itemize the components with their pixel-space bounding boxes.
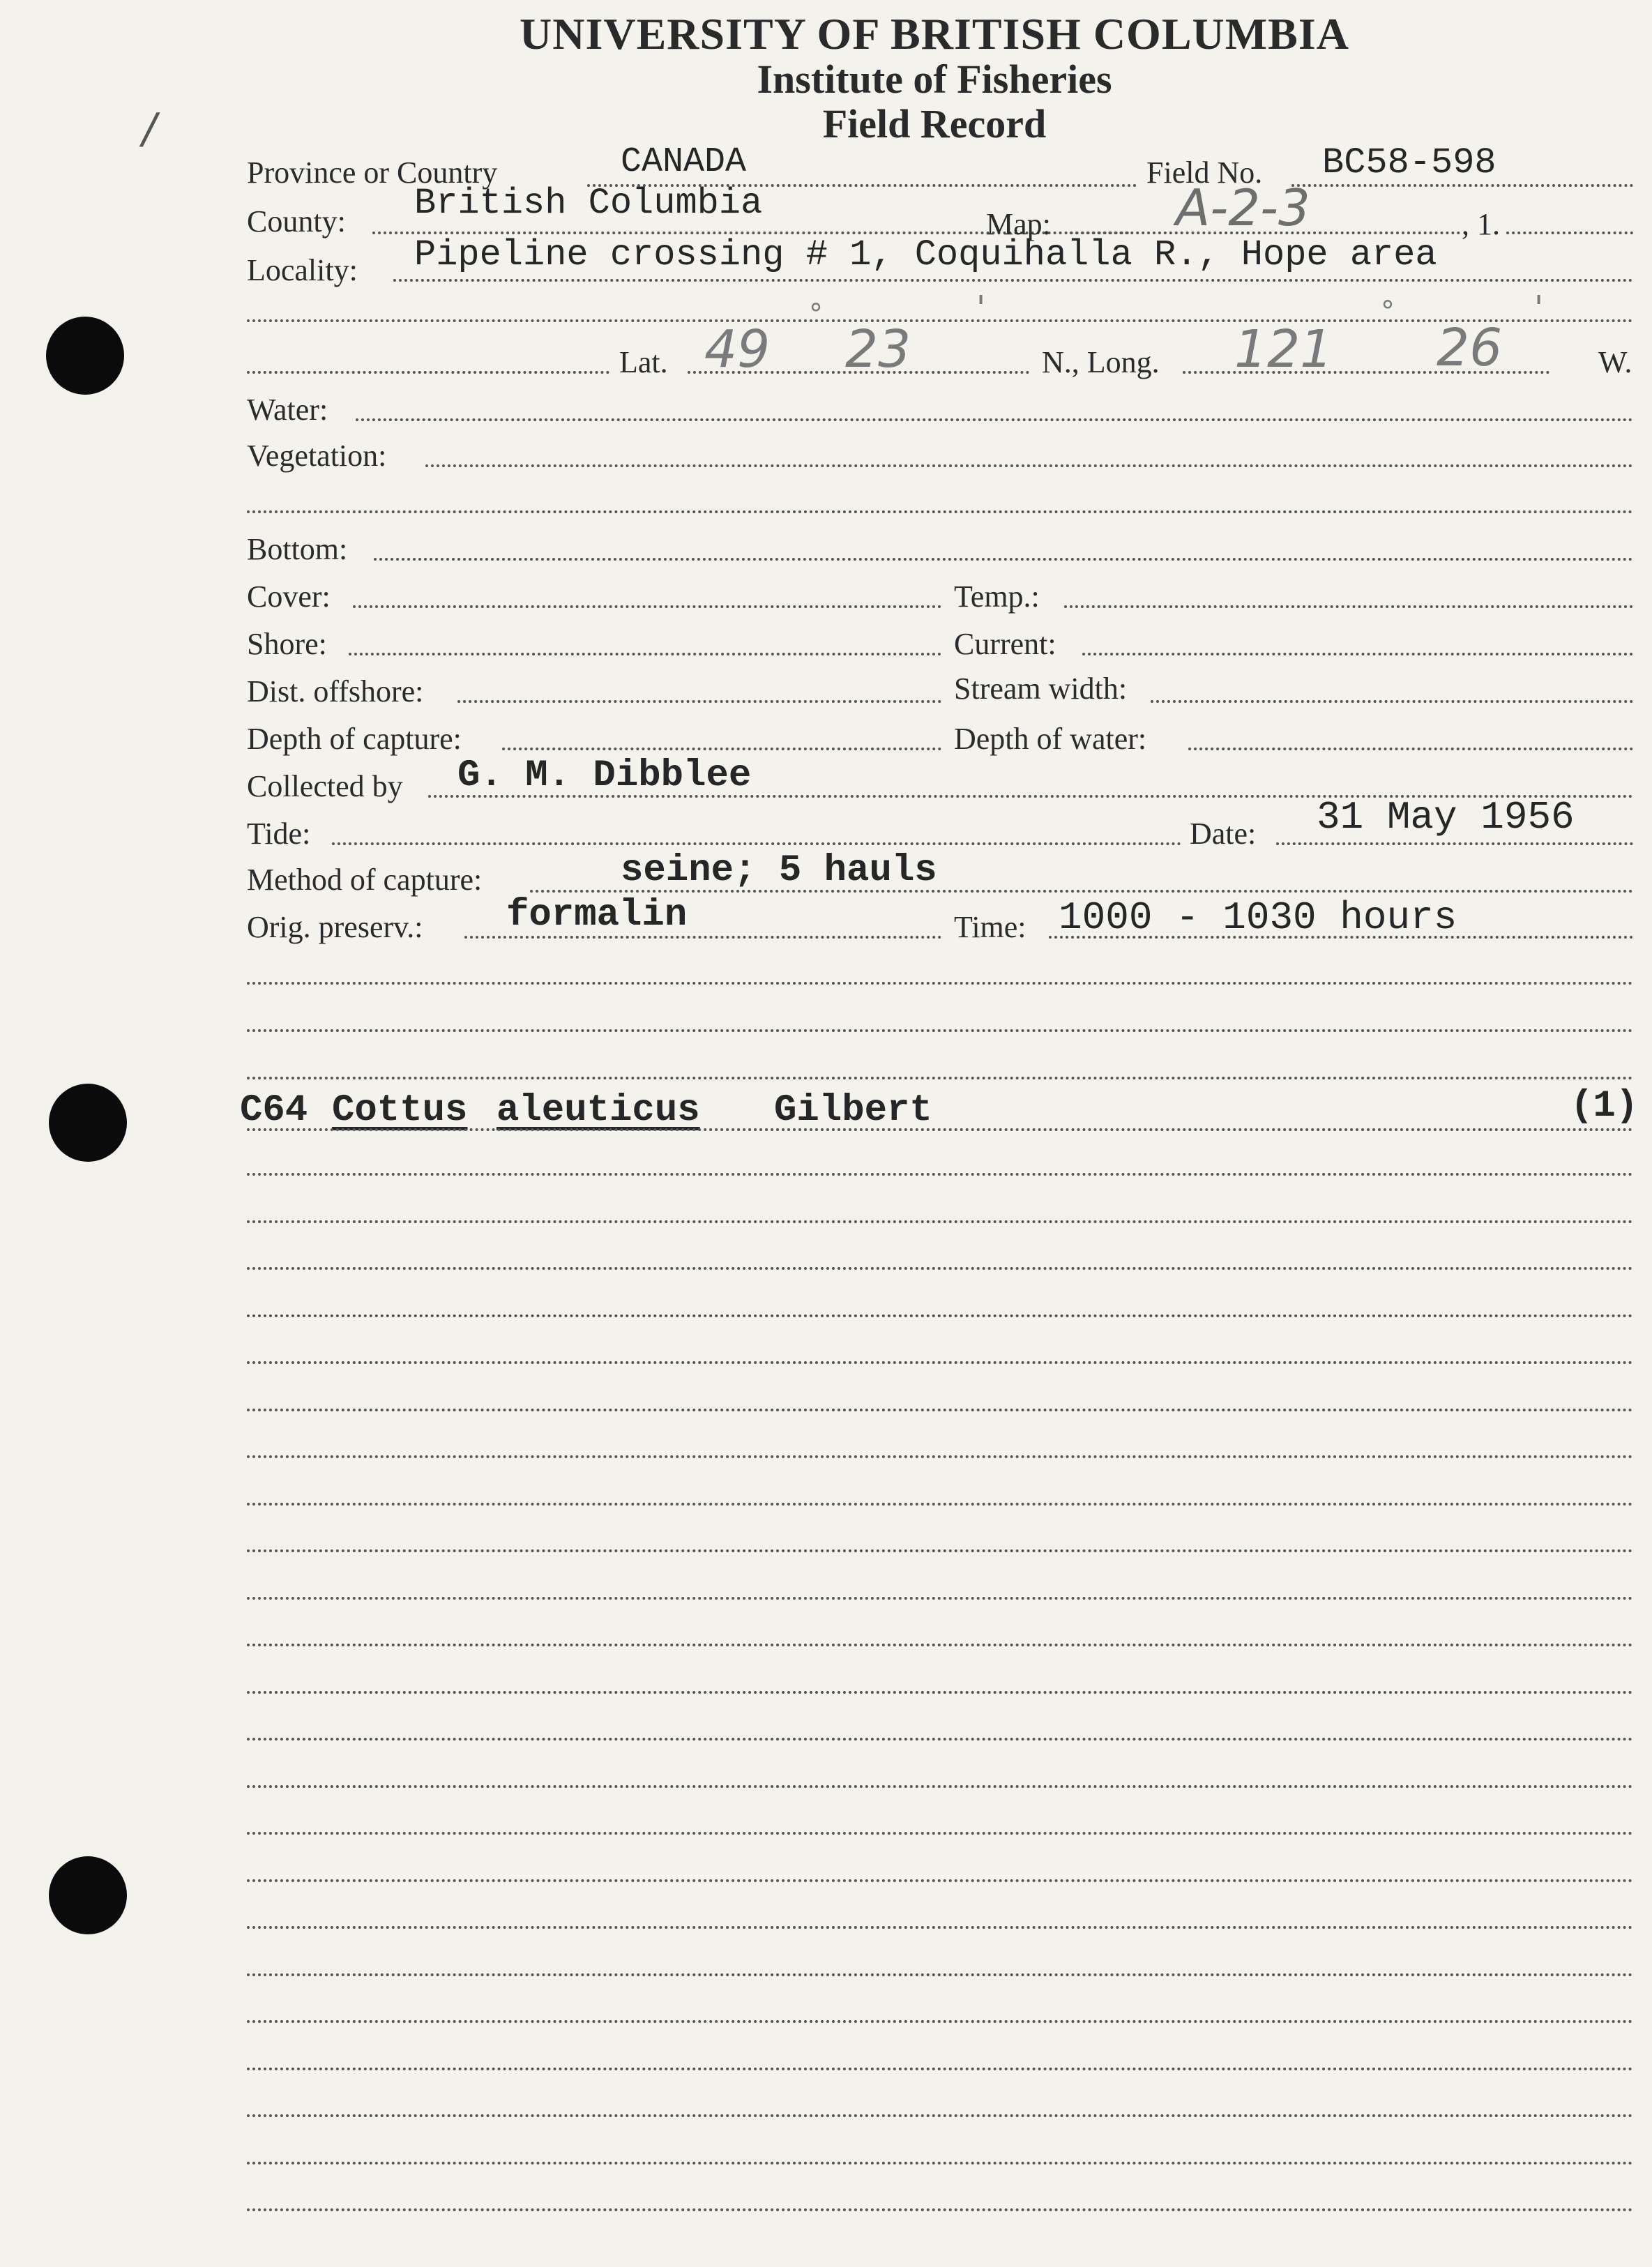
temp-label: Temp.: <box>954 579 1040 614</box>
ruled-line <box>247 1644 1633 1646</box>
shore-line <box>349 653 941 655</box>
ruled-line <box>247 2114 1633 2117</box>
date-value: 31 May 1956 <box>1317 795 1575 840</box>
long-minute-symbol: ' <box>1534 289 1544 328</box>
blank-line <box>247 1077 1633 1079</box>
long-label: N., Long. <box>1042 345 1160 379</box>
check-mark: / <box>142 105 157 153</box>
locality-line <box>393 279 1633 282</box>
depth-water-label: Depth of water: <box>954 722 1147 756</box>
stream-width-line <box>1151 700 1633 703</box>
depth-water-line <box>1188 748 1633 750</box>
field-no-value: BC58-598 <box>1322 142 1496 183</box>
lat-degree-symbol: ° <box>809 298 823 331</box>
ruled-line <box>247 1314 1633 1317</box>
dist-offshore-label: Dist. offshore: <box>247 674 424 708</box>
specimen-line <box>247 1128 1633 1131</box>
ruled-line <box>247 1691 1633 1694</box>
shore-label: Shore: <box>247 627 327 661</box>
ruled-line <box>247 1361 1633 1364</box>
map-value: A-2-3 <box>1176 179 1310 237</box>
cover-label: Cover: <box>247 579 331 614</box>
binder-hole-middle <box>49 1084 127 1162</box>
stream-width-label: Stream width: <box>954 672 1128 706</box>
lat-degrees: 49 <box>704 319 771 379</box>
water-label: Water: <box>247 393 328 427</box>
ruled-line <box>247 1455 1633 1458</box>
ruled-line <box>247 2162 1633 2164</box>
specimen-genus: Cottus <box>332 1089 468 1132</box>
temp-line <box>1064 605 1633 608</box>
specimen-species: aleuticus <box>497 1089 700 1132</box>
dist-offshore-line <box>457 700 941 703</box>
west-label: W. <box>1598 345 1632 379</box>
tide-label: Tide: <box>247 817 311 851</box>
orig-preserv-value: formalin <box>506 894 688 937</box>
collected-by-label: Collected by <box>247 769 403 803</box>
field-no-label: Field No. <box>1146 156 1263 190</box>
ruled-line <box>247 1503 1633 1506</box>
province-label: Province or Country <box>247 156 498 190</box>
bottom-label: Bottom: <box>247 532 348 566</box>
map-suffix: , 1. <box>1462 207 1500 241</box>
ruled-line <box>247 1173 1633 1176</box>
tide-line <box>332 842 1181 845</box>
method-value: seine; 5 hauls <box>621 849 937 892</box>
ruled-line <box>247 2208 1633 2211</box>
ruled-line <box>247 1785 1633 1788</box>
depth-capture-label: Depth of capture: <box>247 722 462 756</box>
map-label: Map: <box>986 207 1051 241</box>
specimen-code: C64 <box>240 1089 308 1132</box>
binder-hole-bottom <box>49 1856 127 1934</box>
binder-hole-top <box>46 317 124 395</box>
water-line <box>356 418 1633 421</box>
blank-line <box>247 982 1633 985</box>
ruled-line <box>247 1597 1633 1600</box>
county-value: British Columbia <box>414 183 763 224</box>
lat-minute-symbol: ' <box>976 289 986 328</box>
locality-label: Locality: <box>247 253 358 287</box>
long-degree-symbol: ° <box>1381 296 1395 328</box>
ruled-line <box>247 1879 1633 1882</box>
long-minutes: 26 <box>1437 318 1503 378</box>
ruled-line <box>247 1549 1633 1552</box>
vegetation-line <box>425 464 1633 467</box>
time-label: Time: <box>954 910 1026 944</box>
blank-line <box>247 1029 1633 1032</box>
long-degrees: 121 <box>1234 319 1333 379</box>
ruled-line <box>247 1267 1633 1270</box>
ruled-line <box>247 1220 1633 1223</box>
institute-title: Institute of Fisheries <box>757 56 1112 102</box>
ruled-line <box>247 1832 1633 1835</box>
specimen-count: (1) <box>1570 1085 1639 1128</box>
bottom-line <box>374 558 1633 561</box>
date-line <box>1276 842 1633 845</box>
locality-value: Pipeline crossing # 1, Coquihalla R., Hope area <box>414 234 1437 275</box>
record-type-title: Field Record <box>822 101 1047 146</box>
ruled-line <box>247 2020 1633 2023</box>
map-line-end <box>1506 232 1633 234</box>
vegetation-line-2 <box>247 510 1633 513</box>
ruled-line <box>247 1409 1633 1411</box>
vegetation-label: Vegetation: <box>247 439 387 473</box>
ruled-line <box>247 1973 1633 1976</box>
county-label: County: <box>247 204 346 238</box>
ruled-line <box>247 1926 1633 1929</box>
cover-line <box>353 605 941 608</box>
university-title: UNIVERSITY OF BRITISH COLUMBIA <box>520 9 1349 59</box>
province-value: CANADA <box>621 142 747 182</box>
lat-prefix-line <box>247 371 609 374</box>
lat-minutes: 23 <box>845 319 911 379</box>
locality-line-2 <box>247 319 1633 322</box>
date-label: Date: <box>1190 817 1257 851</box>
lat-label: Lat. <box>619 345 668 379</box>
specimen-author: Gilbert <box>774 1089 932 1132</box>
ruled-line <box>247 2068 1633 2070</box>
depth-capture-line <box>502 748 941 750</box>
current-line <box>1082 653 1633 655</box>
field-no-line <box>1291 184 1633 187</box>
time-value: 1000 - 1030 hours <box>1059 895 1457 940</box>
current-label: Current: <box>954 627 1056 661</box>
ruled-line <box>247 1738 1633 1741</box>
orig-preserv-label: Orig. preserv.: <box>247 910 423 944</box>
collected-by-value: G. M. Dibblee <box>457 755 752 797</box>
method-label: Method of capture: <box>247 863 483 897</box>
